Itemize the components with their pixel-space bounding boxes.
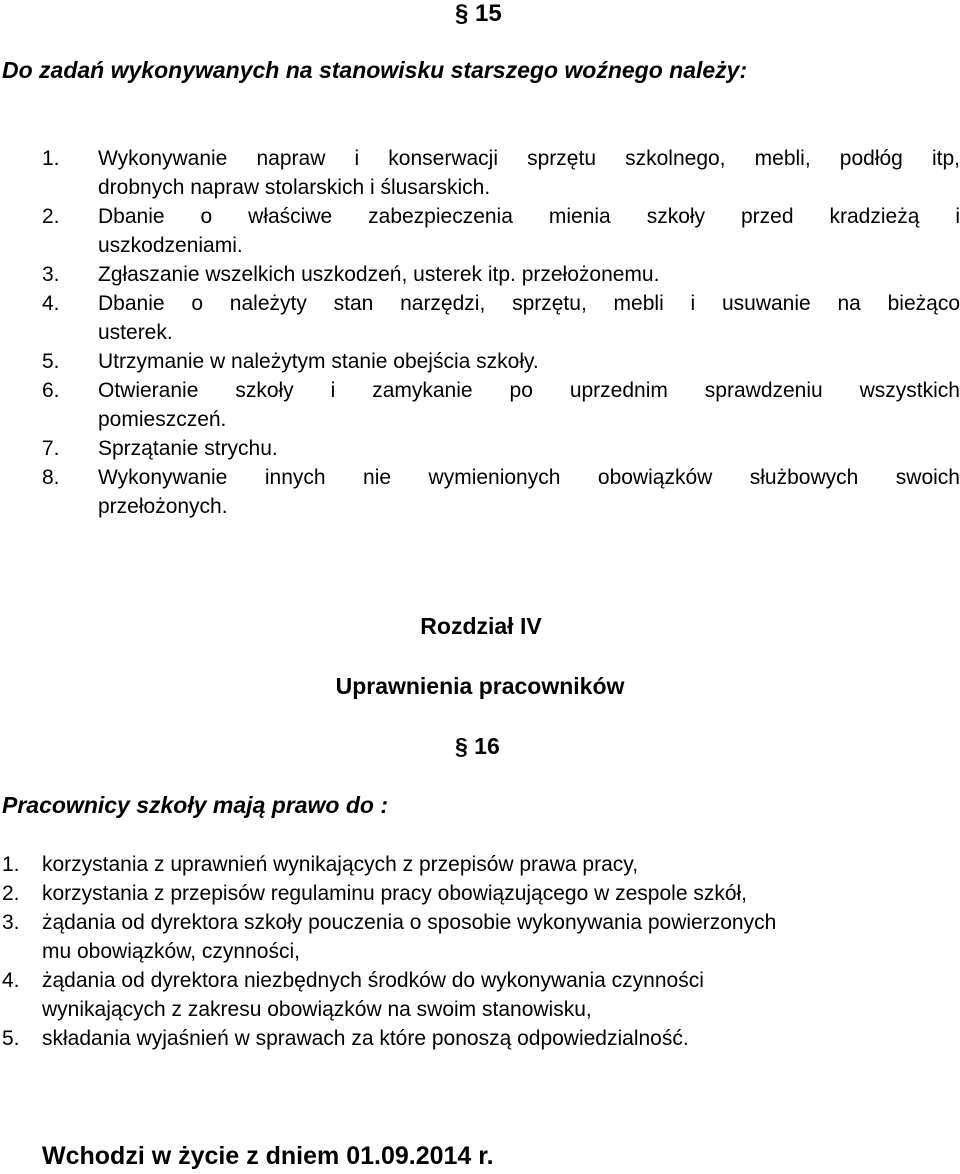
list-item-number: 4. [42,292,60,315]
list-item-text: Sprzątanie strychu. [98,437,278,460]
list-item-number: 4. [2,969,20,992]
list-item-text: Dbanie o właściwe zabezpieczenia mienia szkoły przed kradzieżą i [98,205,960,228]
list-item-text-continued: uszkodzeniami. [98,234,243,257]
list-item [42,463,960,521]
list-item-number: 3. [42,263,60,286]
list-item [42,144,960,202]
list-item [2,850,942,879]
list-item [42,289,960,347]
list-item [2,879,942,908]
list-item-text-continued: wynikających z zakresu obowiązków na swoim stanowisku, [42,998,592,1021]
list-item [42,434,960,463]
list-item [42,376,960,434]
list-item-number: 5. [2,1027,20,1050]
list-item [2,966,942,1024]
list-item-text-continued: mu obowiązków, czynności, [42,940,300,963]
list-item [2,1024,942,1053]
chapter-label-text: Rozdział IV [420,613,542,639]
list-item-text: Zgłaszanie wszelkich uszkodzeń, usterek itp. przełożonemu. [98,263,660,286]
list-item-text: składania wyjaśnień w sprawach za które ponoszą odpowiedzialność. [42,1027,689,1050]
list-item-number: 8. [42,466,60,489]
list-item-text: Dbanie o należyty stan narzędzi, sprzętu, mebli i usuwanie na bieżąco [98,292,960,315]
chapter-title: Uprawnienia pracowników [335,673,625,699]
rights-list [2,850,942,1053]
list-item-text: Otwieranie szkoły i zamykanie po uprzednim sprawdzeniu wszystkich [98,379,960,402]
list-item-text: żądania od dyrektora szkoły pouczenia o sposobie wykonywania powierzonych [42,911,777,934]
effective-date: Wchodzi w życie z dniem 01.09.2014 r. [42,1142,494,1170]
list-item [42,260,960,289]
section-15-heading: § 15 [455,0,502,27]
list-item-text-continued: usterek. [98,321,173,344]
section-15-intro: Do zadań wykonywanych na stanowisku starszego woźnego należy: [2,57,748,83]
list-item-number: 7. [42,437,60,460]
list-item-text-continued: pomieszczeń. [98,408,227,431]
list-item [2,908,942,966]
list-item-number: 3. [2,911,20,934]
list-item [42,202,960,260]
section-16-intro: Pracownicy szkoły mają prawo do : [2,792,389,818]
list-item-number: 1. [42,147,60,170]
list-item-number: 2. [2,882,20,905]
list-item-text: Wykonywanie innych nie wymienionych obowiązków służbowych swoich [98,466,960,489]
list-item-number: 1. [2,853,20,876]
list-item-text: Wykonywanie napraw i konserwacji sprzętu szkolnego, mebli, podłóg itp, [98,147,960,170]
duties-list [42,144,960,521]
list-item-text-continued: przełożonych. [98,495,228,518]
section-16-heading: § 16 [455,733,500,759]
list-item-text-continued: drobnych napraw stolarskich i ślusarskich. [98,176,491,199]
chapter-label [0,612,960,640]
list-item-text: żądania od dyrektora niezbędnych środków do wykonywania czynności [42,969,704,992]
list-item-number: 2. [42,205,60,228]
list-item-number: 6. [42,379,60,402]
list-item [42,347,960,376]
list-item-text: korzystania z przepisów regulaminu pracy obowiązującego w zespole szkół, [42,882,748,905]
list-item-number: 5. [42,350,60,373]
list-item-text: korzystania z uprawnień wynikających z przepisów prawa pracy, [42,853,639,876]
list-item-text: Utrzymanie w należytym stanie obejścia szkoły. [98,350,539,373]
